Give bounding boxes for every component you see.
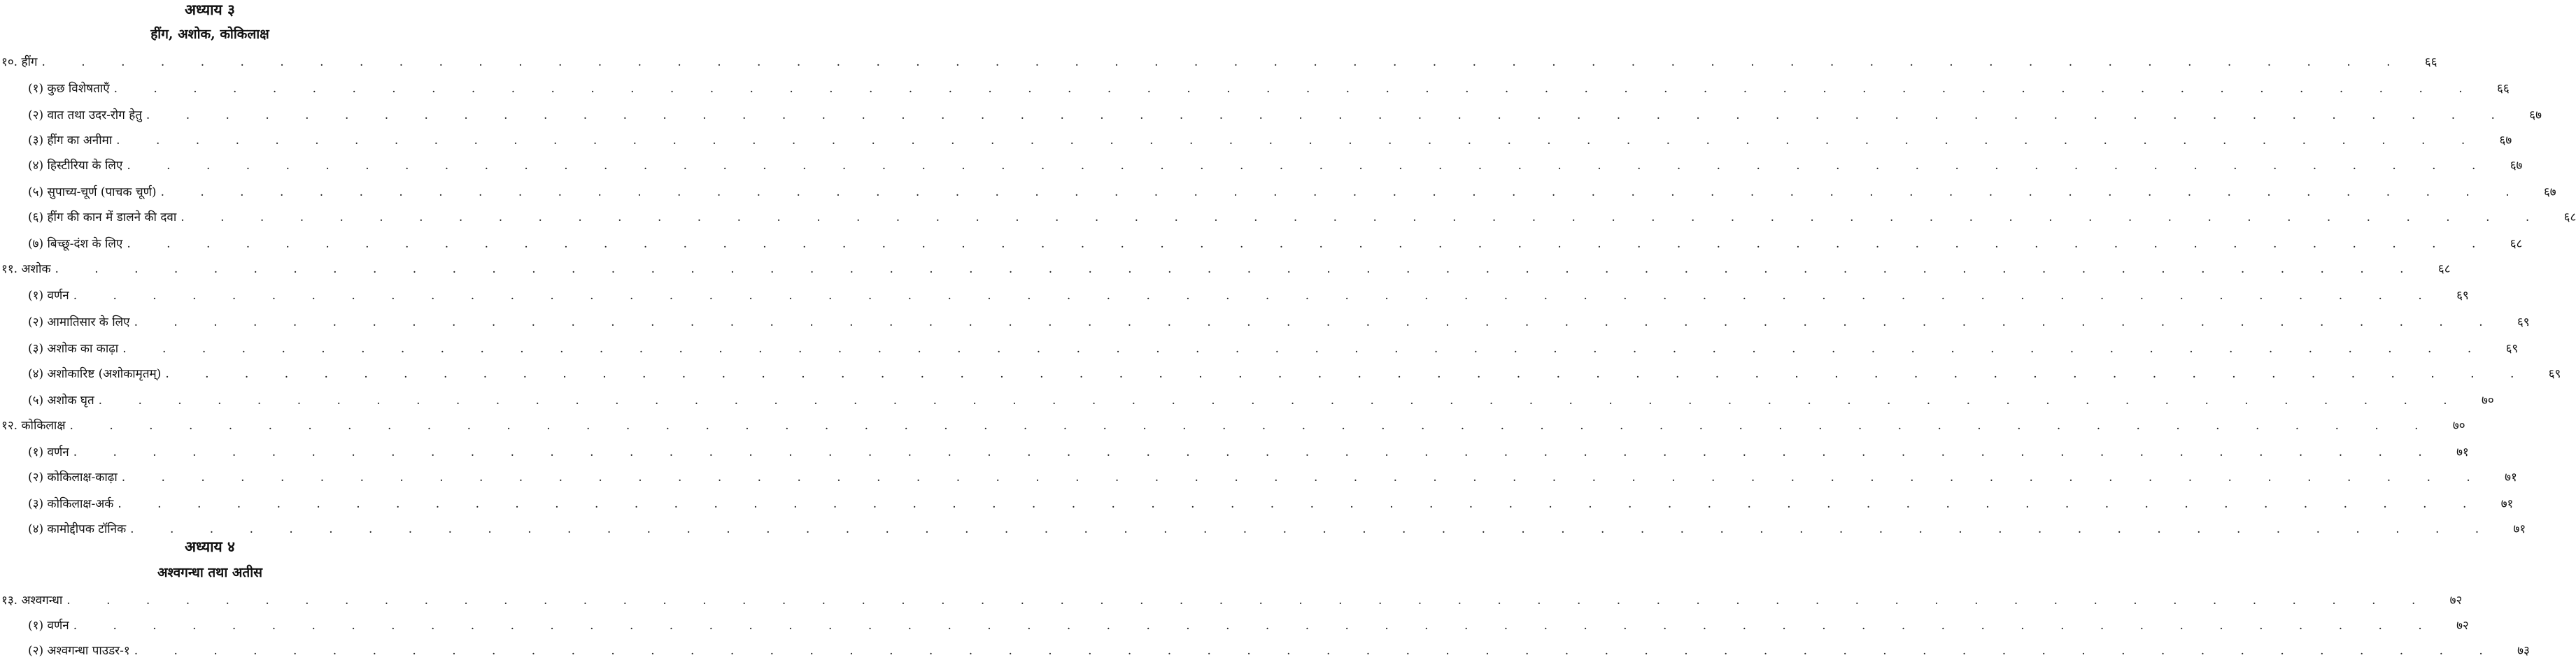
toc-entry-sub[interactable] <box>28 287 2469 305</box>
entry-page-number: ६६ <box>2497 82 2510 96</box>
dot-leader: . . . . . . . . . . . . . . . . . . . . . . . . . . . . . . . . . . . . . . . . . . . . . . . . . . . . . . . . . . . . <box>113 82 2479 96</box>
entry-page-number: ७१ <box>2500 497 2514 511</box>
entry-page-number: ६७ <box>2510 159 2523 173</box>
toc-entry-sub[interactable] <box>28 235 2523 253</box>
dot-leader: . . . . . . . . . . . . . . . . . . . . . . . . . . . . . . . . . . . . . . . . . . . . . . . . . . . . . . . . . . . . <box>73 445 2438 459</box>
toc-entry-sub[interactable] <box>28 80 2510 98</box>
entry-label: १०. हींग <box>1 55 38 69</box>
dot-leader: . . . . . . . . . . . . . . . . . . . . . . . . . . . . . . . . . . . . . . . . . . . . . . . . . . . . . . . . . . . . <box>98 394 2463 408</box>
toc-entry-main[interactable] <box>1 417 2465 435</box>
dot-leader: . . . . . . . . . . . . . . . . . . . . . . . . . . . . . . . . . . . . . . . . . . . . . . . . . . . . . . . . . . . . <box>73 289 2438 303</box>
entry-page-number: ६८ <box>2510 237 2523 251</box>
entry-label: (१) वर्णन <box>28 619 69 633</box>
entry-label: (४) हिस्टीरिया के लिए <box>28 159 123 173</box>
dot-leader: . . . . . . . . . . . . . . . . . . . . . . . . . . . . . . . . . . . . . . . . . . . . . . . . . . . . . . . . . . . . <box>118 497 2483 511</box>
entry-label: (३) अशोक का काढ़ा <box>28 342 119 356</box>
entry-page-number: ७१ <box>2505 471 2517 485</box>
dot-leader: . . . . . . . . . . . . . . . . . . . . . . . . . . . . . . . . . . . . . . . . . . . . . . . . . . . . . . . . . . . . <box>181 210 2546 224</box>
entry-label: ११. अशोक <box>1 262 51 276</box>
entry-page-number: ६६ <box>2424 55 2437 69</box>
entry-label: (७) बिच्छू-दंश के लिए <box>28 237 123 251</box>
toc-entry-sub[interactable] <box>28 443 2469 461</box>
entry-label: १३. अश्वगन्धा <box>1 594 63 608</box>
entry-label: (६) हींग की कान में डालने की दवा <box>28 210 177 224</box>
dot-leader: . . . . . . . . . . . . . . . . . . . . . . . . . . . . . . . . . . . . . . . . . . . . . . . . . . . . . . . . . . . . <box>146 108 2511 122</box>
toc-entry-sub[interactable] <box>28 365 2561 383</box>
toc-entry-sub[interactable] <box>28 183 2556 201</box>
entry-page-number: ६९ <box>2505 342 2519 356</box>
entry-page-number: ६७ <box>2529 108 2542 122</box>
entry-page-number: ७२ <box>2456 619 2469 633</box>
entry-label: (२) कोकिलाक्ष-काढ़ा <box>28 471 118 485</box>
toc-entry-sub[interactable] <box>28 340 2519 358</box>
entry-label: (४) अशोकारिष्ट (अशोकामृतम्) <box>28 367 162 381</box>
toc-entry-sub[interactable] <box>28 642 2530 660</box>
entry-page-number: ७० <box>2482 394 2494 408</box>
toc-entry-sub[interactable] <box>28 617 2469 635</box>
entry-label: (३) हींग का अनीमा <box>28 134 113 148</box>
entry-page-number: ७२ <box>2449 594 2463 608</box>
dot-leader: . . . . . . . . . . . . . . . . . . . . . . . . . . . . . . . . . . . . . . . . . . . . . . . . . . . . . . . . . . . . <box>127 237 2492 251</box>
entry-page-number: ७१ <box>2456 445 2469 459</box>
entry-label: (२) अश्वगन्धा पाउडर-१ <box>28 644 130 658</box>
dot-leader: . . . . . . . . . . . . . . . . . . . . . . . . . . . . . . . . . . . . . . . . . . . . . . . . . . . . . . . . . . . . <box>73 619 2438 633</box>
entry-label: (१) वर्णन <box>28 445 69 459</box>
dot-leader: . . . . . . . . . . . . . . . . . . . . . . . . . . . . . . . . . . . . . . . . . . . . . . . . . . . . . . . . . . . . <box>121 471 2486 485</box>
entry-label: (५) सुपाच्य-चूर्ण (पाचक चूर्ण) <box>28 185 157 199</box>
entry-page-number: ६८ <box>2437 262 2451 276</box>
toc-entry-sub[interactable] <box>28 520 2526 538</box>
entry-label: (२) आमातिसार के लिए <box>28 315 130 329</box>
dot-leader: . . . . . . . . . . . . . . . . . . . . . . . . . . . . . . . . . . . . . . . . . . . . . . . . . . . . . . . . . . . . <box>165 367 2531 381</box>
entry-page-number: ७३ <box>2517 644 2530 658</box>
toc-entry-sub[interactable] <box>28 106 2542 124</box>
chapter-heading: अध्याय ४ <box>185 538 235 555</box>
entry-label: (२) वात तथा उदर-रोग हेतु <box>28 108 142 122</box>
dot-leader: . . . . . . . . . . . . . . . . . . . . . . . . . . . . . . . . . . . . . . . . . . . . . . . . . . . . . . . . . . . . <box>127 159 2492 173</box>
entry-label: १२. कोकिलाक्ष <box>1 419 66 433</box>
toc-entry-sub[interactable] <box>28 157 2523 175</box>
toc-entry-sub[interactable] <box>28 468 2517 487</box>
chapter-subtitle: हींग, अशोक, कोकिलाक्ष <box>150 27 269 42</box>
entry-label: (१) कुछ विशेषताएँ <box>28 82 110 96</box>
entry-page-number: ७१ <box>2513 522 2526 536</box>
chapter-heading: अध्याय ३ <box>185 1 235 18</box>
toc-entry-main[interactable] <box>1 260 2451 278</box>
dot-leader: . . . . . . . . . . . . . . . . . . . . . . . . . . . . . . . . . . . . . . . . . . . . . . . . . . . . . . . . . . . . <box>41 55 2407 69</box>
dot-leader: . . . . . . . . . . . . . . . . . . . . . . . . . . . . . . . . . . . . . . . . . . . . . . . . . . . . . . . . . . . . <box>130 522 2496 536</box>
entry-page-number: ६९ <box>2456 289 2469 303</box>
chapter-subtitle: अश्वगन्धा तथा अतीस <box>157 565 262 580</box>
dot-leader: . . . . . . . . . . . . . . . . . . . . . . . . . . . . . . . . . . . . . . . . . . . . . . . . . . . . . . . . . . . . <box>69 419 2435 433</box>
dot-leader: . . . . . . . . . . . . . . . . . . . . . . . . . . . . . . . . . . . . . . . . . . . . . . . . . . . . . . . . . . . . <box>134 315 2499 329</box>
entry-page-number: ७० <box>2452 419 2465 433</box>
dot-leader: . . . . . . . . . . . . . . . . . . . . . . . . . . . . . . . . . . . . . . . . . . . . . . . . . . . . . . . . . . . . <box>55 262 2420 276</box>
entry-label: (३) कोकिलाक्ष-अर्क <box>28 497 114 511</box>
dot-leader: . . . . . . . . . . . . . . . . . . . . . . . . . . . . . . . . . . . . . . . . . . . . . . . . . . . . . . . . . . . . <box>66 594 2432 608</box>
entry-page-number: ६७ <box>2543 185 2556 199</box>
toc-entry-main[interactable] <box>1 53 2437 71</box>
entry-label: (१) वर्णन <box>28 289 69 303</box>
toc-entry-sub[interactable] <box>28 208 2576 227</box>
toc-entry-sub[interactable] <box>28 392 2494 410</box>
entry-page-number: ६९ <box>2517 315 2530 329</box>
toc-entry-sub[interactable] <box>28 313 2530 331</box>
entry-page-number: ६८ <box>2563 210 2576 224</box>
dot-leader: . . . . . . . . . . . . . . . . . . . . . . . . . . . . . . . . . . . . . . . . . . . . . . . . . . . . . . . . . . . . <box>122 342 2488 356</box>
dot-leader: . . . . . . . . . . . . . . . . . . . . . . . . . . . . . . . . . . . . . . . . . . . . . . . . . . . . . . . . . . . . <box>116 134 2482 148</box>
toc-entry-sub[interactable] <box>28 131 2512 150</box>
toc-entry-main[interactable] <box>1 591 2463 610</box>
dot-leader: . . . . . . . . . . . . . . . . . . . . . . . . . . . . . . . . . . . . . . . . . . . . . . . . . . . . . . . . . . . . <box>134 644 2499 658</box>
toc-entry-sub[interactable] <box>28 495 2514 513</box>
dot-leader: . . . . . . . . . . . . . . . . . . . . . . . . . . . . . . . . . . . . . . . . . . . . . . . . . . . . . . . . . . . . <box>160 185 2526 199</box>
entry-label: (४) कामोद्दीपक टॉनिक <box>28 522 127 536</box>
entry-label: (५) अशोक घृत <box>28 394 94 408</box>
entry-page-number: ६९ <box>2548 367 2561 381</box>
entry-page-number: ६७ <box>2499 134 2512 148</box>
